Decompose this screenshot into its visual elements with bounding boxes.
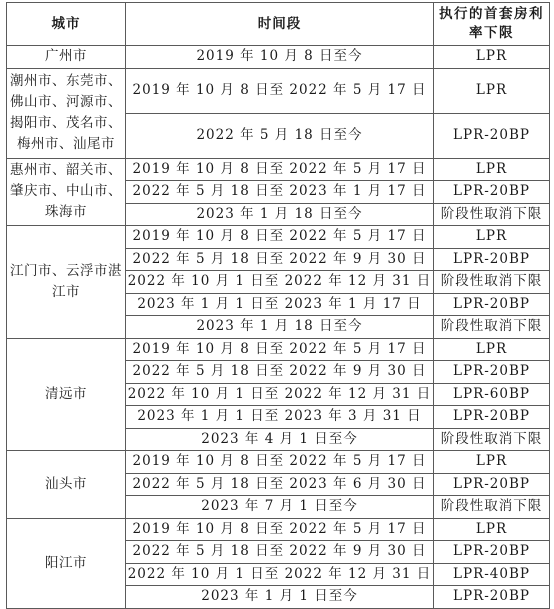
rate-cell: LPR-20BP bbox=[434, 586, 550, 609]
policy-table-container bbox=[6, 2, 550, 609]
period-cell: 2023 年 7 月 1 日至今 bbox=[126, 496, 434, 519]
table-row bbox=[7, 451, 550, 474]
rate-cell: LPR bbox=[434, 158, 550, 181]
rate-cell: 阶段性取消下限 bbox=[434, 316, 550, 339]
city-cell: 潮州市、东莞市、佛山市、河源市、揭阳市、茂名市、梅州市、汕尾市 bbox=[7, 68, 126, 158]
table-row bbox=[7, 338, 550, 361]
period-cell: 2019 年 10 月 8 日至 2022 年 5 月 17 日 bbox=[126, 451, 434, 474]
period-cell: 2019 年 10 月 8 日至 2022 年 5 月 17 日 bbox=[126, 158, 434, 181]
rate-cell: LPR-40BP bbox=[434, 563, 550, 586]
rate-cell: LPR-20BP bbox=[434, 406, 550, 429]
rate-cell: LPR-20BP bbox=[434, 293, 550, 316]
period-cell: 2023 年 1 月 1 日至 2023 年 1 月 17 日 bbox=[126, 293, 434, 316]
period-cell: 2022 年 5 月 18 日至 2023 年 6 月 30 日 bbox=[126, 473, 434, 496]
period-cell: 2023 年 1 月 1 日至今 bbox=[126, 586, 434, 609]
period-cell: 2019 年 10 月 8 日至 2022 年 5 月 17 日 bbox=[126, 226, 434, 249]
period-cell: 2022 年 5 月 18 日至 2022 年 9 月 30 日 bbox=[126, 248, 434, 271]
period-cell: 2022 年 10 月 1 日至 2022 年 12 月 31 日 bbox=[126, 271, 434, 294]
rate-cell: LPR bbox=[434, 46, 550, 69]
period-cell: 2023 年 1 月 18 日至今 bbox=[126, 203, 434, 226]
rate-cell: LPR-20BP bbox=[434, 361, 550, 384]
period-cell: 2019 年 10 月 8 日至 2022 年 5 月 17 日 bbox=[126, 338, 434, 361]
period-cell: 2023 年 1 月 1 日至 2023 年 3 月 31 日 bbox=[126, 406, 434, 429]
mortgage-rate-floor-table bbox=[6, 2, 550, 609]
rate-cell: LPR-20BP bbox=[434, 473, 550, 496]
table-row bbox=[7, 518, 550, 541]
rate-cell: LPR-20BP bbox=[434, 541, 550, 564]
period-cell: 2022 年 10 月 1 日至 2022 年 12 月 31 日 bbox=[126, 383, 434, 406]
rate-cell: LPR-20BP bbox=[434, 181, 550, 204]
rate-cell: LPR bbox=[434, 518, 550, 541]
table-row bbox=[7, 68, 550, 113]
period-cell: 2019 年 10 月 8 日至今 bbox=[126, 46, 434, 69]
rate-cell: LPR-20BP bbox=[434, 248, 550, 271]
table-row bbox=[7, 46, 550, 69]
city-cell: 惠州市、韶关市、肇庆市、中山市、珠海市 bbox=[7, 158, 126, 226]
period-cell: 2022 年 5 月 18 日至今 bbox=[126, 113, 434, 158]
table-header-row bbox=[7, 3, 550, 46]
period-cell: 2022 年 5 月 18 日至 2022 年 9 月 30 日 bbox=[126, 361, 434, 384]
period-cell: 2023 年 1 月 18 日至今 bbox=[126, 316, 434, 339]
rate-cell: LPR bbox=[434, 68, 550, 113]
period-cell: 2023 年 4 月 1 日至今 bbox=[126, 428, 434, 451]
header-city: 城市 bbox=[7, 3, 126, 46]
rate-cell: LPR-20BP bbox=[434, 113, 550, 158]
period-cell: 2022 年 10 月 1 日至 2022 年 12 月 31 日 bbox=[126, 563, 434, 586]
table-row bbox=[7, 226, 550, 249]
city-cell: 广州市 bbox=[7, 46, 126, 69]
rate-cell: 阶段性取消下限 bbox=[434, 428, 550, 451]
period-cell: 2022 年 5 月 18 日至 2023 年 1 月 17 日 bbox=[126, 181, 434, 204]
rate-cell: 阶段性取消下限 bbox=[434, 203, 550, 226]
rate-cell: 阶段性取消下限 bbox=[434, 496, 550, 519]
rate-cell: LPR bbox=[434, 338, 550, 361]
period-cell: 2022 年 5 月 18 日至 2022 年 9 月 30 日 bbox=[126, 541, 434, 564]
rate-cell: LPR-60BP bbox=[434, 383, 550, 406]
header-rate: 执行的首套房利率下限 bbox=[434, 3, 550, 46]
city-cell: 清远市 bbox=[7, 338, 126, 451]
header-period: 时间段 bbox=[126, 3, 434, 46]
city-cell: 汕头市 bbox=[7, 451, 126, 519]
rate-cell: LPR bbox=[434, 451, 550, 474]
rate-cell: LPR bbox=[434, 226, 550, 249]
city-cell: 阳江市 bbox=[7, 518, 126, 608]
city-cell: 江门市、云浮市湛江市 bbox=[7, 226, 126, 339]
period-cell: 2019 年 10 月 8 日至 2022 年 5 月 17 日 bbox=[126, 518, 434, 541]
rate-cell: 阶段性取消下限 bbox=[434, 271, 550, 294]
period-cell: 2019 年 10 月 8 日至 2022 年 5 月 17 日 bbox=[126, 68, 434, 113]
table-row bbox=[7, 158, 550, 181]
